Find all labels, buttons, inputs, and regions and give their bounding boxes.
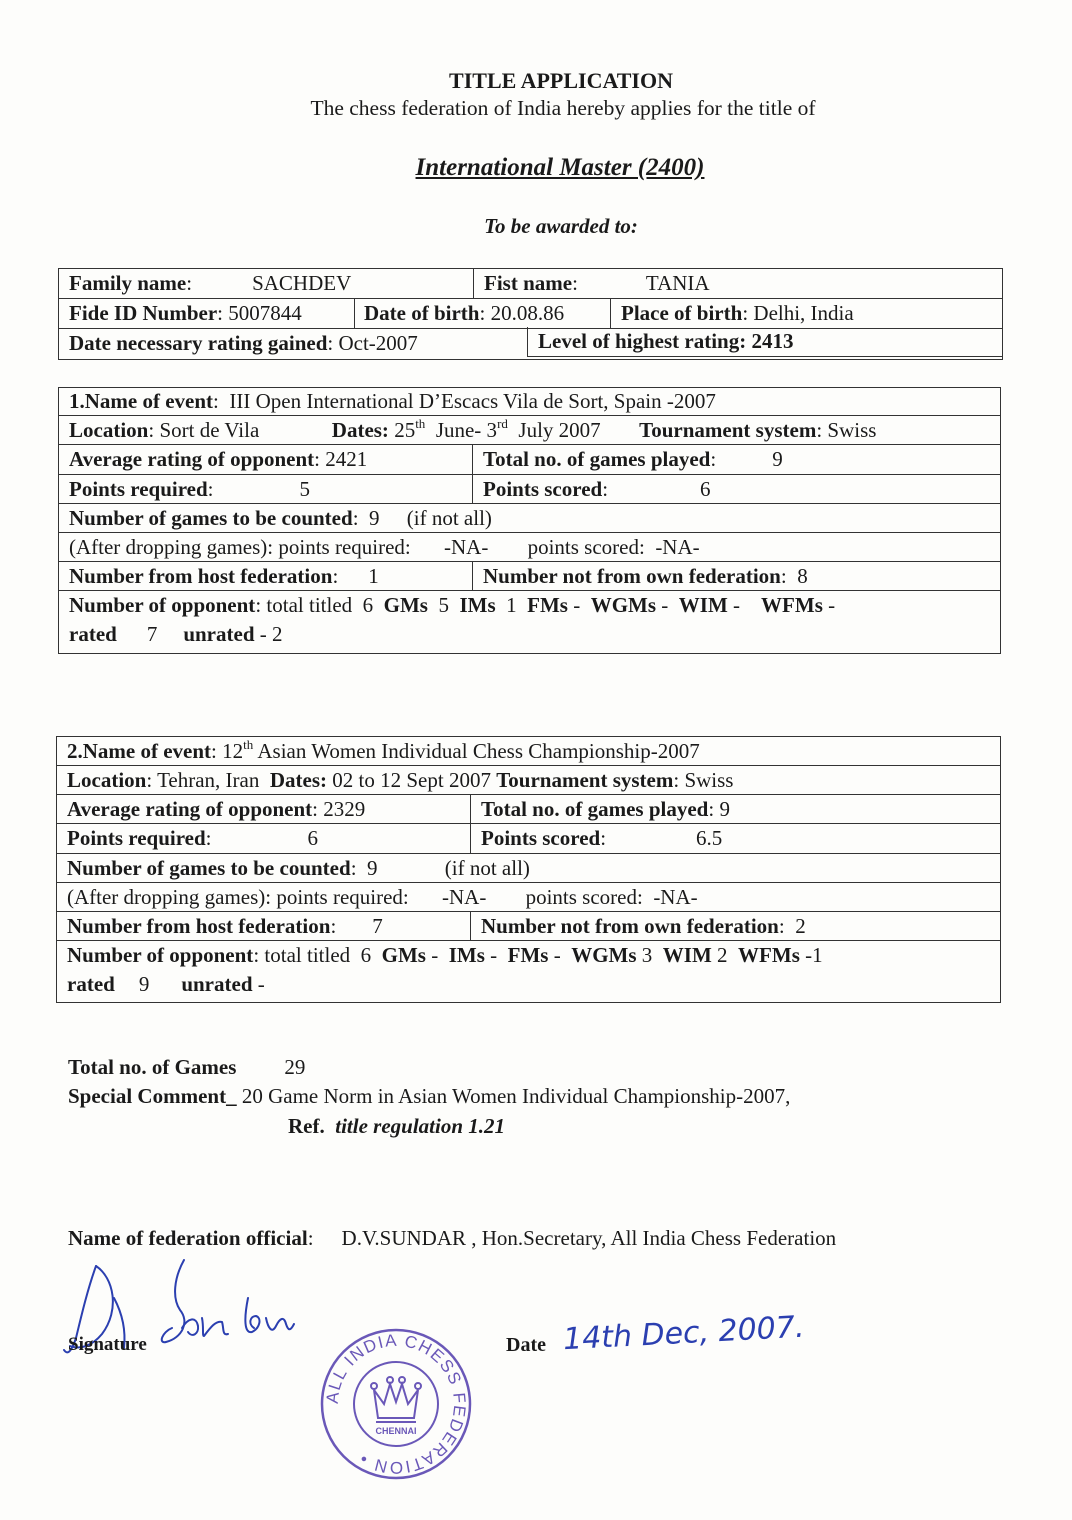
- event2-name-value: Asian Women Individual Chess Championship-2007: [257, 739, 700, 763]
- dob-value: 20.08.86: [490, 301, 565, 325]
- highest-rating-label: Level of highest rating: 2413: [538, 329, 794, 353]
- event2-fms-value: -: [553, 943, 561, 967]
- event1-avg-rating-value: 2421: [325, 447, 368, 471]
- event1-date-start: 25: [394, 418, 416, 442]
- signature-scribble: [62, 1258, 312, 1378]
- event1-gms-label: GMs: [383, 593, 428, 617]
- event2-name-sup: th: [243, 737, 254, 752]
- event1-date-start-sup: th: [415, 416, 426, 431]
- event1-after-dropping-required: -NA-: [444, 535, 489, 559]
- event2-dates-value: 02 to 12 Sept 2007: [332, 768, 491, 792]
- event2-not-own-fed-label: Number not from own federation: [481, 914, 779, 938]
- event2-name-num: 12: [222, 739, 244, 763]
- signature-stroke: [182, 1318, 228, 1336]
- event2-federation-row: Number from host federation: 7 Number not from own federation: 2: [57, 912, 1000, 941]
- event1-points-scored-label: Points scored: [483, 477, 603, 501]
- event2-wfms-label: WFMs: [738, 943, 800, 967]
- event1-ims-value: 1: [506, 593, 517, 617]
- title-applied-for: International Master (2400): [415, 154, 705, 181]
- event1-total-titled-value: 6: [362, 593, 374, 617]
- official-name: D.V.SUNDAR: [341, 1226, 467, 1250]
- reference-value: title regulation 1.21: [335, 1114, 505, 1138]
- event1-opponents-label: Number of opponent: [69, 593, 256, 617]
- official-role: , Hon.Secretary, All India Chess Federation: [471, 1226, 837, 1250]
- event1-name-value: III Open International D’Escacs Vila de Sort, Spain -2007: [229, 389, 716, 413]
- highest-rating-cell: [527, 327, 1002, 357]
- first-name-cell: Fist name: TANIA: [473, 269, 1002, 298]
- event2-avg-rating-label: Average rating of opponent: [67, 797, 313, 821]
- event2-host-fed-value: 7: [372, 914, 383, 938]
- event1-rated-value: 7: [146, 622, 158, 646]
- event2-points-row: Points required: 6 Points scored: 6.5: [57, 824, 1000, 854]
- document-subtitle: The chess federation of India hereby applies for the title of: [310, 96, 816, 120]
- event2-opponents-label: Number of opponent: [67, 943, 254, 967]
- date-label: Date: [506, 1334, 546, 1356]
- event1-opponents-row: Number of opponent: total titled 6 GMs 5 IMs 1 FMs - WGMs - WIM - WFMs - rated 7 unrated - 2: [69, 593, 836, 646]
- event1-wfms-label: WFMs: [761, 593, 823, 617]
- event1-location-label: Location: [69, 418, 149, 442]
- first-name-value: TANIA: [645, 271, 710, 295]
- federation-seal: [318, 1326, 474, 1482]
- event1-federation-row: Number from host federation: 1 Number not from own federation: 8: [59, 562, 1000, 591]
- event2-system-label: Tournament system: [496, 768, 674, 792]
- rating-date-value: Oct-2007: [338, 331, 418, 355]
- event2-wim-value: 2: [717, 943, 728, 967]
- event2-games-counted-label: Number of games to be counted: [67, 856, 351, 880]
- event1-rated-label: rated: [69, 622, 117, 646]
- signature-stroke: [162, 1260, 185, 1342]
- dob-label: Date of birth: [364, 301, 480, 325]
- event1-unrated-value: - 2: [259, 622, 283, 646]
- pob-cell: Place of birth: Delhi, India: [610, 299, 1002, 328]
- event2-name-row: 2.Name of event: 12th Asian Women Individual Chess Championship-2007: [57, 737, 1000, 766]
- event1-ims-label: IMs: [459, 593, 496, 617]
- event1-points-row: Points required: 5 Points scored: 6: [59, 475, 1000, 504]
- applicant-details-table: [58, 268, 1003, 360]
- event2-after-dropping-scored-label: points scored:: [525, 885, 643, 909]
- event2-system-value: Swiss: [684, 768, 734, 792]
- event1-avg-rating-label: Average rating of opponent: [69, 447, 315, 471]
- reference-line: [288, 1114, 505, 1139]
- event1-wgms-label: WGMs: [590, 593, 657, 617]
- event1-host-fed-value: 1: [368, 564, 379, 588]
- fide-id-label: Fide ID Number: [69, 301, 218, 325]
- event1-games-counted-note: (if not all): [406, 506, 492, 530]
- event2-points-required-label: Points required: [67, 826, 206, 850]
- reference-label: Ref.: [288, 1114, 325, 1138]
- pob-value: Delhi, India: [753, 301, 854, 325]
- event1-total-titled-label: total titled: [266, 593, 353, 617]
- applicant-row-name: [59, 269, 1002, 299]
- event1-date-end-sup: rd: [497, 416, 508, 431]
- event1-gms-value: 5: [438, 593, 449, 617]
- event2-total-titled-label: total titled: [264, 943, 351, 967]
- event2-dropping-row: [57, 883, 1000, 912]
- event2-games-played-value: 9: [719, 797, 730, 821]
- event1-rating-row: Average rating of opponent: 2421 Total no. of games played: 9: [59, 445, 1000, 475]
- event2-wim-label: WIM: [662, 943, 712, 967]
- event1-after-dropping-label: (After dropping games): points required:: [69, 535, 411, 559]
- event1-wgms-value: -: [661, 593, 669, 617]
- special-comment-line: [68, 1084, 790, 1109]
- event1-wim-value: -: [733, 593, 741, 617]
- rating-date-cell: Date necessary rating gained: Oct-2007: [69, 331, 418, 355]
- fide-id-value: 5007844: [228, 301, 302, 325]
- event1-date-end: July 2007: [518, 418, 601, 442]
- event2-rated-label: rated: [67, 972, 115, 996]
- event2-unrated-value: -: [257, 972, 265, 996]
- event1-system-label: Tournament system: [639, 418, 817, 442]
- event2-rating-row: Average rating of opponent: 2329 Total no. of games played: 9: [57, 795, 1000, 824]
- event1-location-value: Sort de Vila: [159, 418, 260, 442]
- event2-host-fed-label: Number from host federation: [67, 914, 331, 938]
- event1-system-value: Swiss: [827, 418, 877, 442]
- event1-name-row: 1.Name of event: III Open International D’Escacs Vila de Sort, Spain -2007: [59, 388, 1000, 416]
- event2-wfms-value: -1: [805, 943, 823, 967]
- event1-games-played-value: 9: [772, 447, 783, 471]
- official-line: Name of federation official: D.V.SUNDAR , Hon.Secretary, All India Chess Federation: [68, 1226, 837, 1250]
- event2-unrated-label: unrated: [181, 972, 253, 996]
- event-2-table: [56, 736, 1001, 1003]
- awarded-to-heading: To be awarded to:: [484, 214, 638, 238]
- family-name-value: SACHDEV: [252, 271, 352, 295]
- event2-after-dropping-scored: -NA-: [653, 885, 698, 909]
- event2-fms-label: FMs: [507, 943, 549, 967]
- event2-total-titled-value: 6: [360, 943, 372, 967]
- event1-games-played-label: Total no. of games played: [483, 447, 711, 471]
- event1-fms-value: -: [573, 593, 581, 617]
- pob-label: Place of birth: [621, 301, 743, 325]
- event2-games-counted-note: (if not all): [444, 856, 530, 880]
- event2-ims-label: IMs: [448, 943, 485, 967]
- event2-location-value: Tehran, Iran: [157, 768, 260, 792]
- event2-opponents-row: Number of opponent: total titled 6 GMs - IMs - FMs - WGMs 3 WIM 2 WFMs -1 rated 9 unrated -: [67, 943, 823, 996]
- event2-name-label: 2.Name of event: [67, 739, 212, 763]
- applicant-row-ids: [59, 299, 1002, 329]
- event1-location-row: Location: Sort de Vila Dates: 25th June- 3rd July 2007 Tournament system: Swiss: [59, 416, 1000, 445]
- event2-points-scored-label: Points scored: [481, 826, 601, 850]
- special-comment-value: 20 Game Norm in Asian Women Individual Championship-2007,: [241, 1084, 791, 1108]
- event1-points-required-value: 5: [299, 477, 310, 501]
- event1-after-dropping-scored-label: points scored:: [527, 535, 645, 559]
- seal-city: CHENNAI: [375, 1426, 417, 1436]
- event1-after-dropping-scored: -NA-: [655, 535, 700, 559]
- event2-points-required-value: 6: [307, 826, 318, 850]
- crown-icon: [371, 1377, 421, 1422]
- event2-games-counted-value: 9: [367, 856, 378, 880]
- event2-ims-value: -: [490, 943, 498, 967]
- applicant-row-rating: [59, 329, 1002, 359]
- family-name-label: Family name: [69, 271, 187, 295]
- event2-wgms-label: WGMs: [571, 943, 637, 967]
- total-games-label: Total no. of Games: [68, 1055, 237, 1079]
- event1-host-fed-label: Number from host federation: [69, 564, 333, 588]
- event1-dropping-row: [59, 533, 1000, 562]
- official-label: Name of federation official: [68, 1226, 308, 1250]
- event1-name-label: 1.Name of event: [69, 389, 214, 413]
- event1-points-scored-value: 6: [700, 477, 711, 501]
- event1-counted-row: Number of games to be counted: 9 (if not all): [59, 504, 1000, 533]
- event2-avg-rating-value: 2329: [323, 797, 366, 821]
- signature-label: Signature: [68, 1334, 147, 1355]
- document-title: TITLE APPLICATION: [449, 68, 673, 93]
- event1-wim-label: WIM: [678, 593, 728, 617]
- handwritten-date: 14th Dec, 2007.: [562, 1309, 806, 1358]
- event1-not-own-fed-label: Number not from own federation: [483, 564, 781, 588]
- event2-not-own-fed-value: 2: [795, 914, 806, 938]
- event2-rated-value: 9: [138, 972, 150, 996]
- event2-games-played-label: Total no. of games played: [481, 797, 709, 821]
- total-games-line: [68, 1055, 305, 1080]
- dob-cell: Date of birth: 20.08.86: [354, 299, 610, 328]
- event2-gms-value: -: [431, 943, 439, 967]
- total-games-value: 29: [284, 1055, 306, 1079]
- event1-games-counted-value: 9: [369, 506, 380, 530]
- event2-wgms-value: 3: [641, 943, 653, 967]
- event2-dates-label: Dates:: [269, 768, 328, 792]
- event2-gms-label: GMs: [381, 943, 426, 967]
- event1-games-counted-label: Number of games to be counted: [69, 506, 353, 530]
- event2-location-label: Location: [67, 768, 147, 792]
- event1-unrated-label: unrated: [183, 622, 255, 646]
- event2-after-dropping-required: -NA-: [442, 885, 487, 909]
- event1-fms-label: FMs: [527, 593, 568, 617]
- event-1-table: [58, 387, 1001, 654]
- event2-points-scored-value: 6.5: [696, 826, 723, 850]
- event1-points-required-label: Points required: [69, 477, 208, 501]
- event1-not-own-fed-value: 8: [797, 564, 808, 588]
- family-name-cell: Family name: SACHDEV: [69, 271, 352, 295]
- first-name-label: Fist name: [484, 271, 573, 295]
- event1-wfms-value: -: [828, 593, 836, 617]
- seal-ring-text: ALL INDIA CHESS FEDERATION •: [322, 1330, 470, 1478]
- rating-date-label: Date necessary rating gained: [69, 331, 328, 355]
- event1-dates-label: Dates:: [331, 418, 389, 442]
- event1-date-mid: June- 3: [435, 418, 498, 442]
- event2-location-row: Location: Tehran, Iran Dates: 02 to 12 Sept 2007 Tournament system: Swiss: [57, 766, 1000, 795]
- event2-counted-row: Number of games to be counted: 9 (if not all): [57, 854, 1000, 883]
- signature-stroke: [245, 1298, 294, 1332]
- special-comment-label: Special Comment_: [68, 1084, 237, 1108]
- event2-after-dropping-label: (After dropping games): points required:: [67, 885, 409, 909]
- fide-id-cell: Fide ID Number: 5007844: [69, 301, 302, 325]
